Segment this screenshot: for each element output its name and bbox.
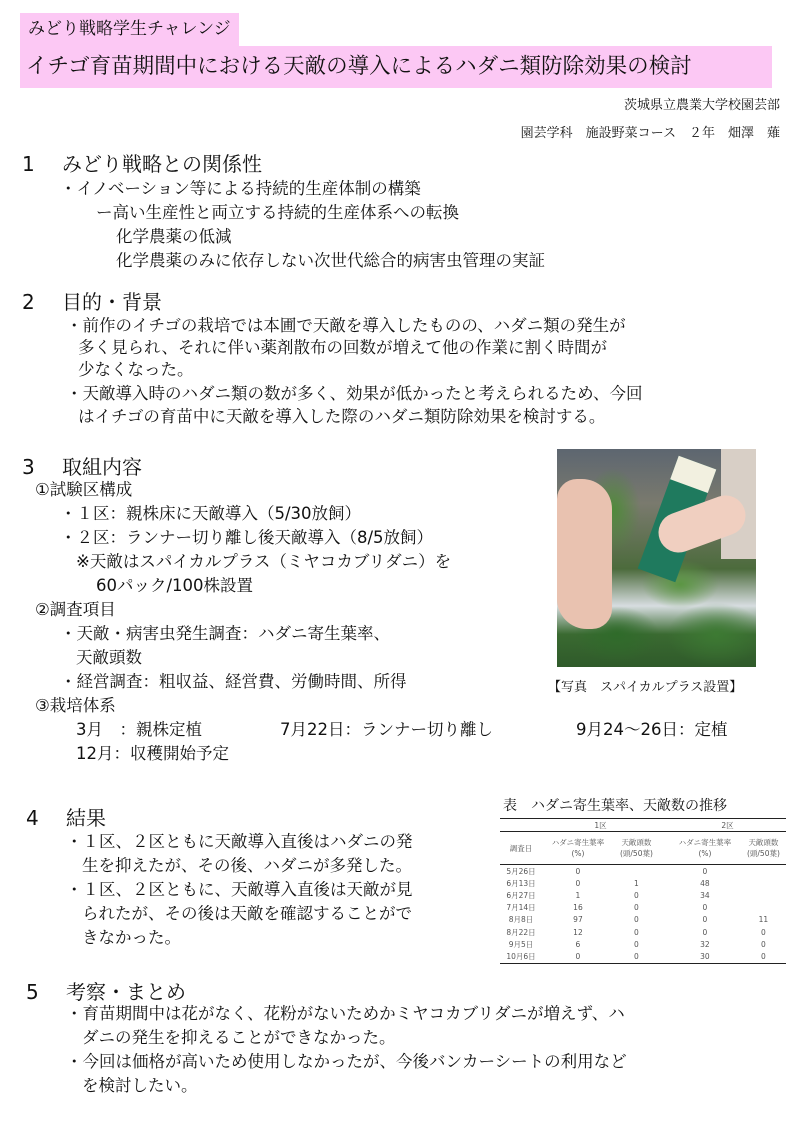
section-3-line: ・天敵・病害虫発生調査：ハダニ寄生葉率、 (60, 624, 390, 643)
table-title: 表 ハダニ寄生葉率、天敵数の推移 (503, 798, 727, 814)
section-5-line: ダニの発生を抑えることができなかった。 (82, 1028, 396, 1047)
photo-detail (557, 479, 612, 629)
header-label: 天敵頭数 (621, 838, 652, 847)
results-table (500, 818, 786, 964)
header-label: ハダニ寄生葉率 (551, 838, 605, 847)
affiliation-school: 茨城県立農業大学校園芸部 (623, 98, 780, 113)
table-cell (659, 938, 669, 950)
section-1-heading (22, 148, 262, 177)
cell-date: 9月5日 (508, 939, 534, 949)
header-unit: (%) (698, 849, 712, 858)
cell-z1-rate: 0 (575, 866, 581, 876)
cell-z1-pred: 1 (634, 878, 639, 888)
header-date: 調査日 (509, 843, 533, 853)
photo-spical-plus-installation (557, 449, 756, 667)
section-3-line: 7月22日：ランナー切り離し (280, 720, 493, 739)
cell-date: 5月26日 (506, 866, 536, 876)
section-1-line: 化学農薬の低減 (116, 227, 232, 246)
cell-z1-pred: 0 (634, 903, 639, 913)
cell-z1-rate: 1 (575, 890, 581, 900)
cell-z1-pred (614, 865, 659, 878)
header-label: ハダニ寄生葉率 (678, 838, 732, 847)
cell-date: 7月14日 (506, 903, 536, 913)
section-1-line: 化学農薬のみに依存しない次世代総合的病害虫管理の実証 (116, 251, 545, 270)
cell-date: 8月22日 (506, 927, 536, 937)
section-3-line: ・２区：ランナー切り離し後天敵導入（8/5放飼） (60, 528, 434, 547)
header-unit: (頭/50葉) (619, 849, 653, 858)
section-3-heading (22, 451, 142, 480)
affiliation-detail: 園芸学科 施設野菜コース ２年 畑澤 薙 (520, 126, 780, 141)
cell-date: 6月27日 (506, 890, 536, 900)
section-3-line: ・経営調査：粗収益、経営費、労働時間、所得 (60, 672, 407, 691)
cell-z2-pred: 11 (758, 915, 769, 925)
section-title: 目的・背景 (62, 290, 162, 314)
section-3-line: ・１区：親株床に天敵導入（5/30放飼） (60, 504, 362, 523)
table-group-1: 1区 (542, 819, 659, 832)
cell-z2-pred: 0 (741, 950, 786, 963)
table-cell (659, 889, 669, 901)
section-4-heading (26, 802, 106, 831)
cell-z2-rate: 30 (669, 950, 741, 963)
cell-z1-pred: 0 (634, 915, 639, 925)
section-4-line: ・１区、２区ともに、天敵導入直後は天敵が見 (66, 880, 413, 899)
section-2-heading (22, 286, 162, 315)
section-1-line: ー高い生産性と両立する持続的生産体系への転換 (96, 203, 459, 222)
section-3-line: 60パック/100株設置 (96, 576, 254, 595)
cell-z2-rate: 34 (700, 890, 710, 900)
cell-z2-rate: 0 (702, 903, 708, 913)
table-cell (659, 832, 669, 865)
section-2-line: 多く見られ、それに伴い薬剤散布の回数が増えて他の作業に割く時間が (78, 338, 607, 357)
table-row (500, 902, 786, 914)
cell-z1-rate: 6 (575, 939, 581, 949)
section-5-line: ・育苗期間中は花がなく、花粉がないためかミヤコカブリダニが増えず、ハ (66, 1004, 625, 1023)
cell-date: 10月6日 (500, 950, 542, 963)
cell-z1-rate: 0 (542, 950, 614, 963)
section-4-line: 生を抑えたが、その後、ハダニが多発した。 (82, 856, 412, 875)
cell-z1-rate: 0 (575, 878, 581, 888)
table-row (500, 938, 786, 950)
section-4-line: きなかった。 (82, 928, 181, 947)
cell-date: 8月8日 (508, 915, 534, 925)
section-3-line: 9月24～26日：定植 (576, 720, 728, 739)
cell-z1-rate: 12 (573, 927, 583, 937)
cell-z1-pred: 0 (634, 890, 639, 900)
cell-date: 6月13日 (506, 878, 536, 888)
cell-z2-pred (741, 865, 786, 878)
header-predator-2 (741, 832, 786, 865)
section-number: 1 (22, 152, 35, 176)
section-3-line: ②調査項目 (35, 600, 116, 619)
cell-z2-rate: 0 (702, 866, 708, 876)
cell-z2-pred (741, 889, 786, 901)
section-5-line: ・今回は価格が高いため使用しなかったが、今後バンカーシートの利用など (66, 1052, 627, 1071)
cell-z2-rate: 48 (700, 878, 710, 888)
table-row (500, 914, 786, 926)
cell-z1-rate: 16 (573, 903, 583, 913)
header-mite-rate-2 (669, 832, 741, 865)
cell-z2-pred (741, 877, 786, 889)
header-unit: (頭/50葉) (746, 849, 780, 858)
section-number: 5 (26, 980, 39, 1004)
section-1-line: ・イノベーション等による持続的生産体制の構築 (60, 179, 421, 198)
cell-z1-pred: 0 (634, 939, 639, 949)
section-2-line: 少なくなった。 (78, 360, 194, 379)
section-5-line: を検討したい。 (82, 1076, 198, 1095)
section-5-heading (26, 976, 186, 1005)
section-2-line: ・前作のイチゴの栽培では本圃で天敵を導入したものの、ハダニ類の発生が (66, 316, 626, 335)
section-title: 考察・まとめ (66, 980, 186, 1004)
cell-z2-pred: 0 (761, 939, 766, 949)
table-group-row (500, 819, 786, 832)
cell-z2-pred: 0 (761, 927, 766, 937)
section-3-line: 12月：収穫開始予定 (76, 744, 229, 763)
photo-caption: 【写真 スパイカルプラス設置】 (548, 680, 743, 695)
event-tag: みどり戦略学生チャレンジ (20, 13, 239, 46)
header-unit: (%) (571, 849, 585, 858)
section-2-line: ・天敵導入時のハダニ類の数が多く、効果が低かったと考えられるため、今回 (66, 384, 643, 403)
cell-z2-rate: 32 (700, 939, 710, 949)
section-title: 結果 (66, 806, 106, 830)
section-title: 取組内容 (62, 455, 142, 479)
cell-z2-rate: 0 (702, 915, 708, 925)
section-3-line: 天敵頭数 (76, 648, 142, 667)
section-4-line: ・１区、２区ともに天敵導入直後はハダニの発 (66, 832, 413, 851)
table-cell (659, 865, 669, 878)
table-cell (659, 926, 669, 938)
section-3-line: 3月 ：親株定植 (76, 720, 202, 739)
section-3-line: ①試験区構成 (35, 480, 133, 499)
table-header-row (500, 832, 786, 865)
table-group-2: 2区 (669, 819, 786, 832)
cell-z2-pred (741, 902, 786, 914)
table-cell (659, 950, 669, 963)
cell-z1-rate: 97 (573, 915, 583, 925)
table-row (500, 950, 786, 963)
section-4-line: られたが、その後は天敵を確認することがで (82, 904, 412, 923)
table-cell (659, 877, 669, 889)
cell-z1-pred: 0 (614, 950, 659, 963)
table-row (500, 889, 786, 901)
table-cell (659, 914, 669, 926)
section-number: 4 (26, 806, 39, 830)
cell-z2-rate: 0 (702, 927, 708, 937)
page-title: イチゴ育苗期間中における天敵の導入によるハダニ類防除効果の検討 (20, 46, 772, 88)
header-label: 天敵頭数 (748, 838, 779, 847)
section-title: みどり戦略との関係性 (62, 152, 262, 176)
section-2-line: はイチゴの育苗中に天敵を導入した際のハダニ類防除効果を検討する。 (78, 407, 606, 426)
table-row (500, 865, 786, 878)
table-row (500, 877, 786, 889)
table-cell (659, 819, 669, 832)
header-predator-1 (614, 832, 659, 865)
header-mite-rate-1 (542, 832, 614, 865)
cell-z1-pred: 0 (634, 927, 639, 937)
table-cell (500, 819, 542, 832)
table-cell (659, 902, 669, 914)
table-row (500, 926, 786, 938)
section-3-line: ※天敵はスパイカルプラス（ミヤコカブリダニ）を (76, 552, 452, 571)
section-3-line: ③栽培体系 (35, 696, 116, 715)
section-number: 2 (22, 290, 35, 314)
section-number: 3 (22, 455, 35, 479)
